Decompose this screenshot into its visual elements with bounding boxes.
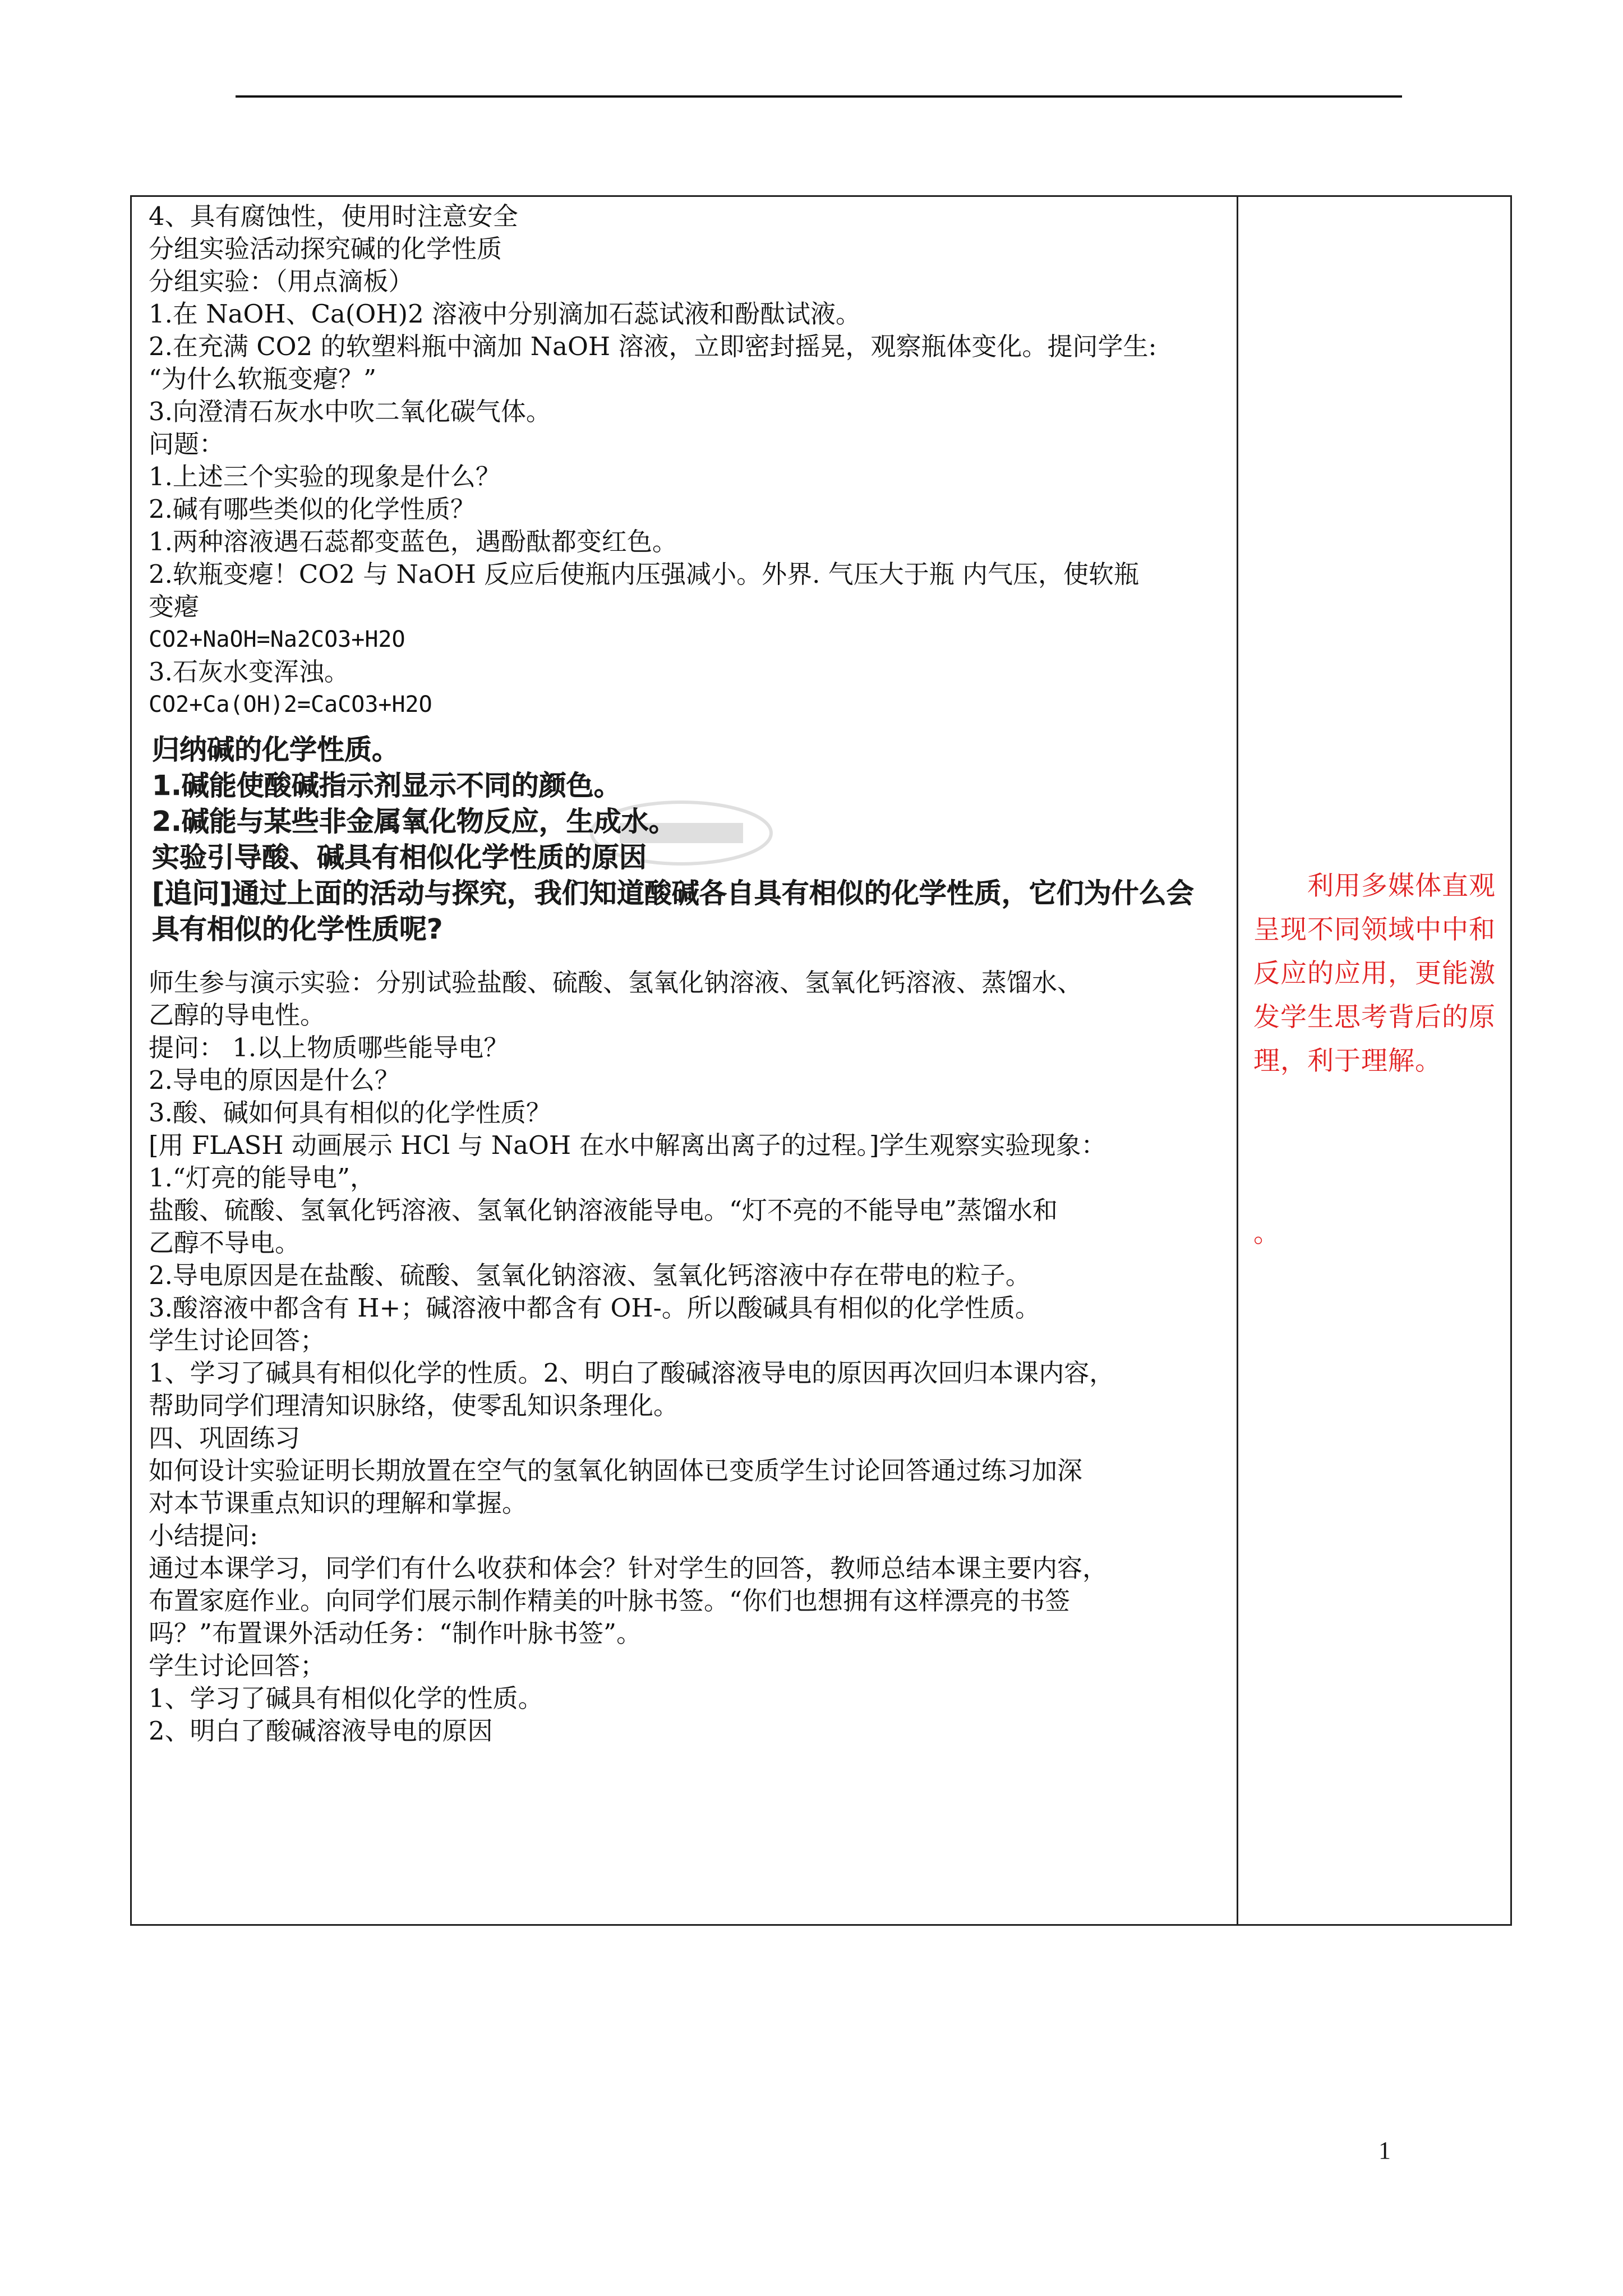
text-line: 乙醇不导电。	[149, 1228, 301, 1258]
chemical-equation: CO2+Ca(OH)2=CaCO3+H2O	[149, 692, 432, 717]
demonstration-section	[149, 967, 1220, 1747]
column-divider	[1237, 197, 1238, 1924]
text-line: 1.在 NaOH、Ca(OH)2 溶液中分别滴加石蕊试液和酚酞试液。	[149, 299, 861, 329]
summary-line: 1.碱能使酸碱指示剂显示不同的颜色。	[152, 770, 621, 802]
text-line: 提问： 1.以上物质哪些能导电？	[149, 1033, 509, 1062]
lesson-table	[130, 195, 1512, 1926]
text-line: 如何设计实验证明长期放置在空气的氢氧化钠固体已变质学生讨论回答通过练习加深	[149, 1456, 1083, 1485]
text-line: 乙醇的导电性。	[149, 1000, 326, 1030]
text-line: 1.两种溶液遇石蕊都变蓝色，遇酚酞都变红色。	[149, 527, 677, 556]
summary-line: [追问]通过上面的活动与探究，我们知道酸碱各自具有相似的化学性质，它们为什么会	[152, 877, 1194, 909]
text-line: 2、明白了酸碱溶液导电的原因	[149, 1716, 493, 1746]
text-line: 小结提问:	[149, 1521, 259, 1550]
summary-line: 归纳碱的化学性质。	[152, 734, 400, 766]
text-line: 2.在充满 CO2 的软塑料瓶中滴加 NaOH 溶液，立即密封摇晃，观察瓶体变化。提问学生:	[149, 332, 1157, 361]
text-line: 2.导电的原因是什么？	[149, 1065, 400, 1095]
text-line: 1、学习了碱具有相似化学的性质。	[149, 1683, 543, 1713]
text-line: 4、具有腐蚀性，使用时注意安全	[149, 201, 518, 231]
text-line: 四、巩固练习	[149, 1423, 301, 1453]
header-rule	[236, 95, 1402, 98]
lesson-content-cell	[149, 200, 1220, 1747]
summary-line: 具有相似的化学性质呢?	[152, 913, 443, 945]
text-line: 2.导电原因是在盐酸、硫酸、氢氧化钠溶液、氢氧化钙溶液中存在带电的粒子。	[149, 1260, 1031, 1290]
text-line: 对本节课重点知识的理解和掌握。	[149, 1488, 528, 1518]
text-line: 通过本课学习，同学们有什么收获和体会？针对学生的回答，教师总结本课主要内容，	[149, 1553, 1108, 1583]
experiment-section	[149, 200, 1220, 623]
text-line: 帮助同学们理清知识脉络，使零乱知识条理化。	[149, 1391, 679, 1420]
text-line: 吗？”布置课外活动任务：“制作叶脉书签”。	[149, 1618, 642, 1648]
text-line: 布置家庭作业。向同学们展示制作精美的叶脉书签。“你们也想拥有这样漂亮的书签	[149, 1586, 1071, 1616]
text-line: 3.酸溶液中都含有 H+；碱溶液中都含有 OH-。所以酸碱具有相似的化学性质。	[149, 1293, 1040, 1323]
summary-line: 实验引导酸、碱具有相似化学性质的原因	[152, 841, 647, 873]
text-line: [用 FLASH 动画展示 HCl 与 NaOH 在水中解离出离子的过程。]学生观察实验现象：	[149, 1130, 1106, 1160]
text-line: “为什么软瓶变瘪？”	[149, 364, 377, 394]
text-line: 变瘪	[149, 592, 200, 622]
spacer	[149, 955, 1220, 967]
text-line: 1.“灯亮的能导电”，	[149, 1163, 375, 1193]
text-line: 学生讨论回答；	[149, 1326, 326, 1355]
text-line: 3.酸、碱如何具有相似的化学性质？	[149, 1098, 551, 1128]
text-line: 2.软瓶变瘪！CO2 与 NaOH 反应后使瓶内压强减小。外界. 气压大于瓶 内气压，使软瓶	[149, 559, 1140, 589]
chemical-equation: CO2+NaOH=Na2CO3+H2O	[149, 627, 405, 652]
text-line: 分组实验活动探究碱的化学性质	[149, 234, 502, 264]
text-line: 师生参与演示实验：分别试验盐酸、硫酸、氢氧化钠溶液、氢氧化钙溶液、蒸馏水、	[149, 968, 1083, 997]
text-line: 1、学习了碱具有相似化学的性质。2、明白了酸碱溶液导电的原因再次回归本课内容，	[149, 1358, 1115, 1388]
text-line: 分组实验：（用点滴板）	[149, 266, 414, 296]
text-line: 问题：	[149, 429, 225, 459]
text-line: 1.上述三个实验的现象是什么？	[149, 462, 501, 491]
design-intent-note: 利用多媒体直观呈现不同领域中中和反应的应用，更能激发学生思考背后的原理，利于理解。	[1253, 871, 1496, 1076]
design-intent-dot: 。	[1253, 1218, 1280, 1249]
text-line: 3.石灰水变浑浊。	[149, 657, 349, 687]
text-line: 3.向澄清石灰水中吹二氧化碳气体。	[149, 397, 551, 426]
embedded-summary-image	[149, 732, 1220, 947]
summary-line: 2.碱能与某些非金属氧化物反应，生成水。	[152, 806, 676, 838]
text-line: 盐酸、硫酸、氢氧化钙溶液、氢氧化钠溶液能导电。“灯不亮的不能导电”蒸馏水和	[149, 1195, 1058, 1225]
text-line: 学生讨论回答；	[149, 1651, 326, 1681]
text-line: 2.碱有哪些类似的化学性质？	[149, 494, 476, 524]
design-intent-cell	[1253, 197, 1506, 1924]
page-number: 1	[1378, 2137, 1391, 2164]
